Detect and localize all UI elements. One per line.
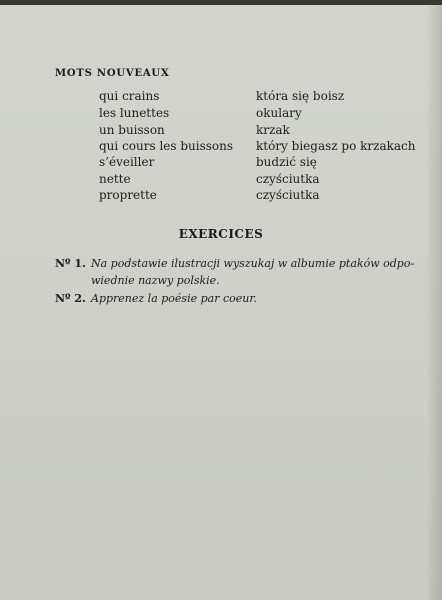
exercise-text-continued: wiednie nazwy polskie. bbox=[91, 274, 220, 287]
vocab-polish: która się boisz bbox=[256, 89, 345, 103]
vocab-polish: który biegasz po krzakach bbox=[256, 139, 416, 153]
exercices-heading: EXERCICES bbox=[178, 227, 264, 241]
vocab-row bbox=[0, 88, 442, 104]
exercise-number: Nº 1. bbox=[55, 257, 86, 270]
vocab-french: proprette bbox=[99, 188, 157, 202]
section-title: MOTS NOUVEAUX bbox=[55, 68, 170, 79]
exercise-text: Na podstawie ilustracji wyszukaj w albumie ptaków odpo- bbox=[91, 257, 415, 270]
vocab-polish: czyściutka bbox=[256, 172, 320, 186]
vocab-polish: okulary bbox=[256, 106, 302, 120]
vocab-row bbox=[0, 122, 442, 138]
vocab-polish: czyściutka bbox=[256, 188, 320, 202]
vocab-row bbox=[0, 187, 442, 203]
vocab-french: un buisson bbox=[99, 123, 165, 137]
vocab-row bbox=[0, 138, 442, 154]
exercise-number: Nº 2. bbox=[55, 292, 86, 305]
vocab-row bbox=[0, 154, 442, 170]
vocab-polish: krzak bbox=[256, 123, 290, 137]
vocab-row bbox=[0, 105, 442, 121]
vocab-french: les lunettes bbox=[99, 106, 170, 120]
vocab-french: qui cours les buissons bbox=[99, 139, 234, 153]
vocab-french: qui crains bbox=[99, 89, 160, 103]
vocab-row bbox=[0, 171, 442, 187]
vocab-french: nette bbox=[99, 172, 131, 186]
exercise-text: Apprenez la poésie par coeur. bbox=[91, 292, 257, 305]
vocab-french: s’éveiller bbox=[99, 155, 155, 169]
vocab-polish: budzić się bbox=[256, 155, 317, 169]
